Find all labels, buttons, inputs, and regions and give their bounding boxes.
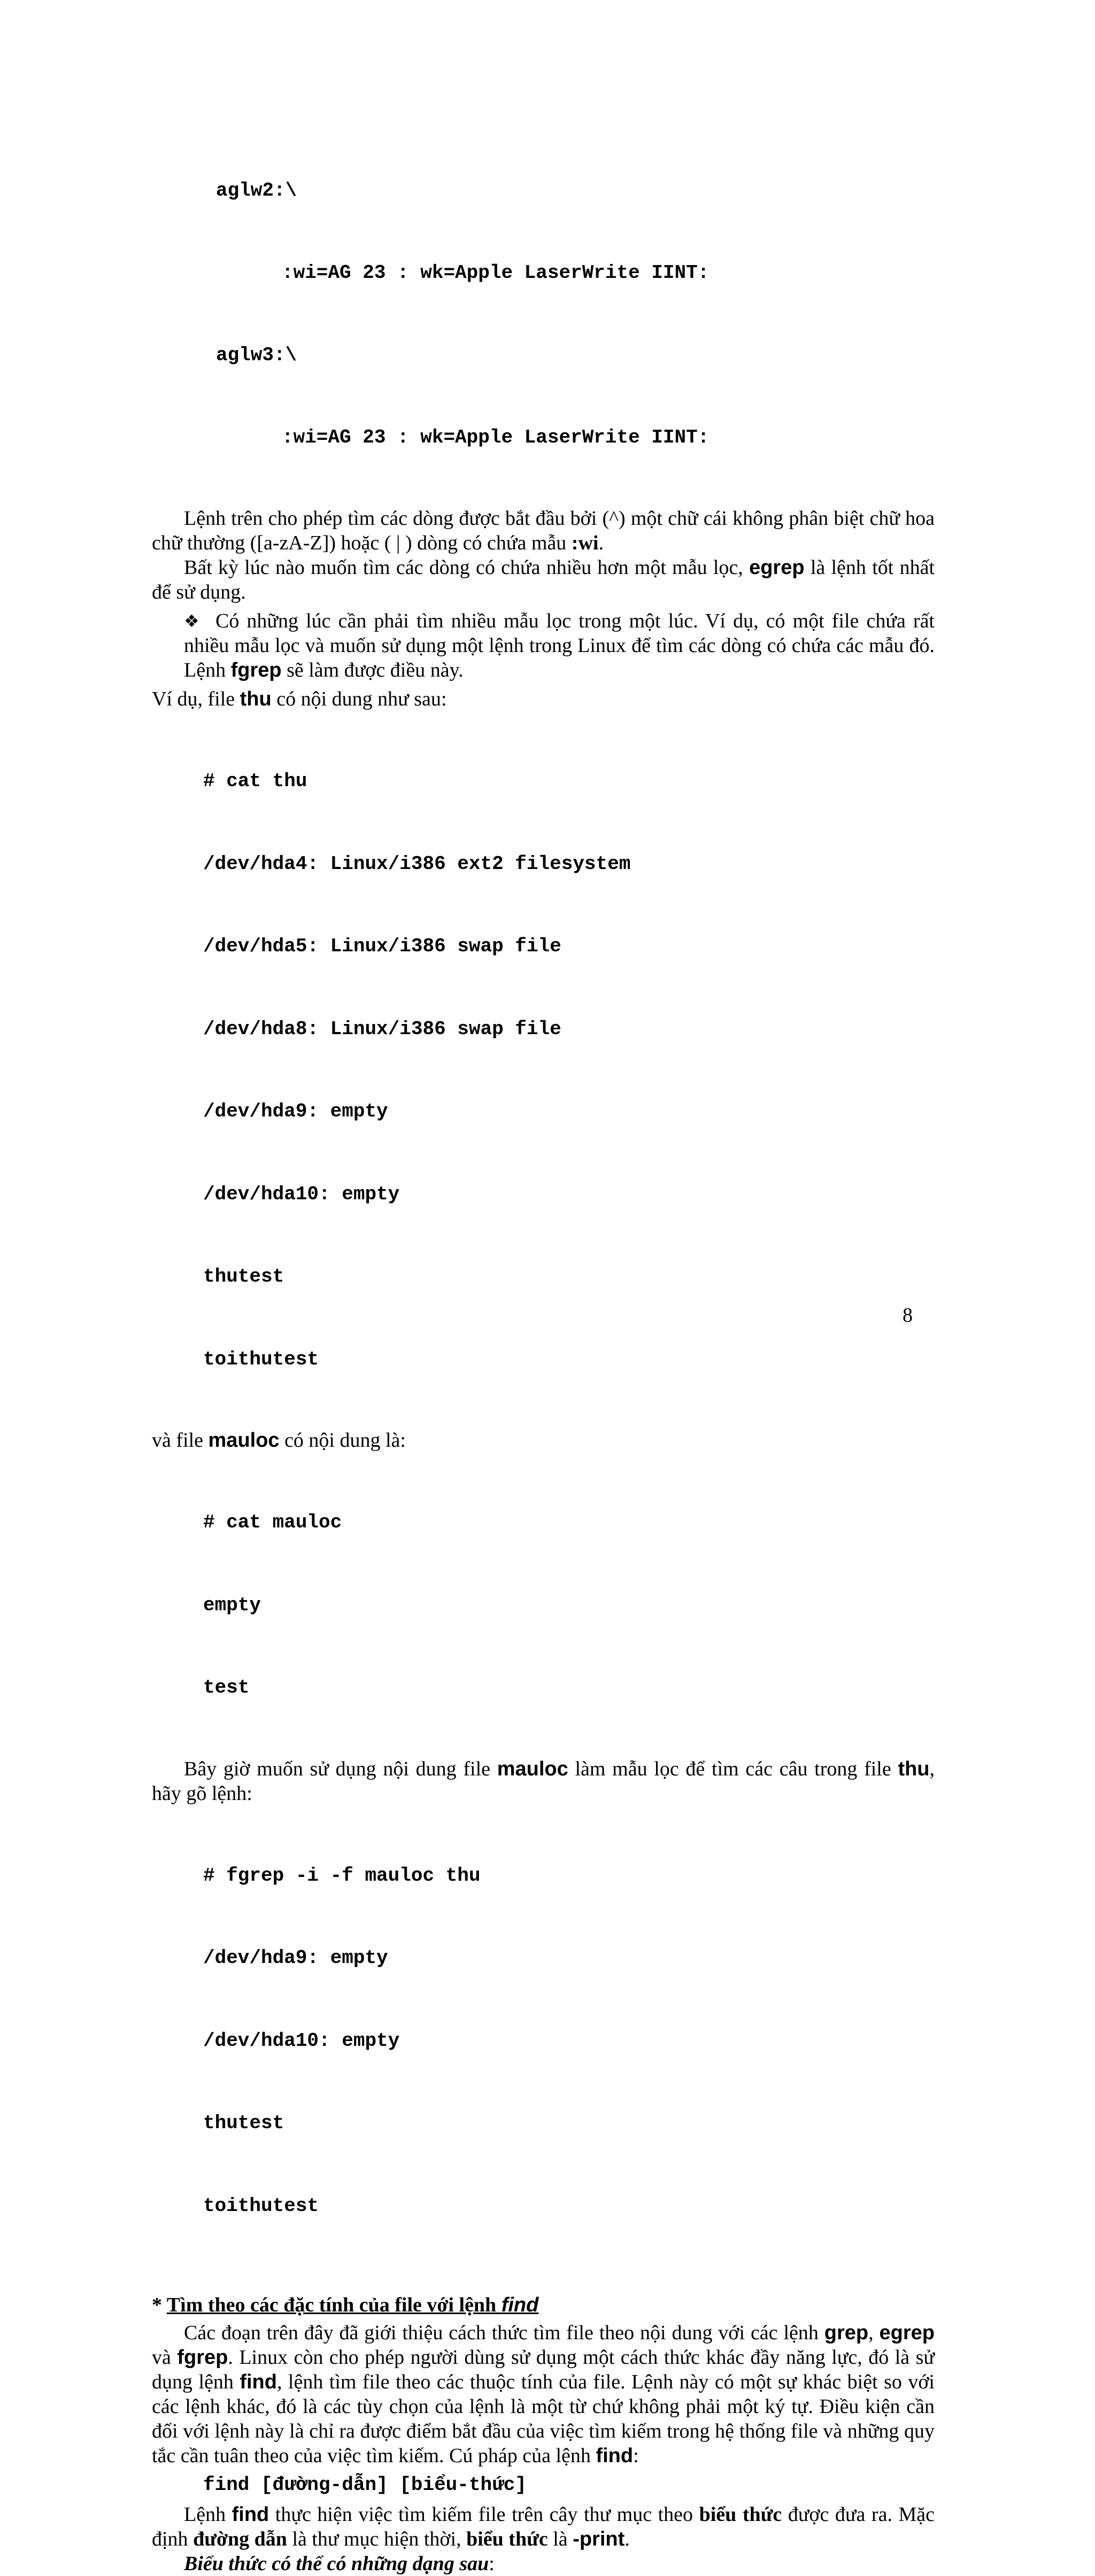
command-find: find: [232, 2503, 269, 2526]
text: là lệnh tốt nhất để sử dụng.: [152, 556, 935, 603]
command-fgrep: fgrep: [177, 2346, 228, 2369]
page-content: [152, 122, 935, 2576]
text: Các đoạn trên đây đã giới thiệu cách thức tìm file theo nội dung với các lệnh: [184, 2322, 824, 2344]
paragraph-find-intro: [152, 2321, 935, 2468]
text: có nội dung như sau:: [271, 688, 447, 710]
paragraph-mauloc-intro: [152, 1428, 935, 1453]
code-line: empty: [203, 1594, 261, 1616]
paragraph-example-thu: [152, 687, 935, 711]
pattern-bold: :wi: [571, 532, 599, 554]
code-line: thutest: [203, 2112, 284, 2134]
command-egrep: egrep: [879, 2322, 935, 2344]
bullet-paragraph-fgrep: [152, 609, 935, 682]
text: và file: [152, 1429, 209, 1452]
command-egrep: egrep: [749, 556, 805, 579]
code-line: /dev/hda9: empty: [203, 1100, 388, 1122]
bullet-text: [184, 609, 935, 682]
code-line: :wi=AG 23 : wk=Apple LaserWrite IINT:: [282, 262, 710, 284]
filename-thu: thu: [898, 1757, 930, 1780]
text: là thư mục hiện thời,: [287, 2527, 467, 2550]
code-line: /dev/hda9: empty: [203, 1947, 388, 1969]
text: Ví dụ, file: [152, 688, 240, 710]
code-line: :wi=AG 23 : wk=Apple LaserWrite IINT:: [282, 426, 710, 448]
command-grep: grep: [824, 2322, 869, 2344]
filename-mauloc: mauloc: [497, 1757, 568, 1780]
page-number: 8: [903, 1304, 913, 1326]
text: .: [598, 532, 604, 554]
bullet-diamond-icon: ❖: [184, 611, 199, 631]
text: :: [633, 2445, 639, 2467]
code-line: /dev/hda5: Linux/i386 swap file: [203, 935, 561, 957]
text: Có những lúc cần phải tìm nhiều mẫu lọc trong một lúc. Ví dụ, có một file chứa rất nhiều mẫu lọc và muốn sử dụng một lệnh trong Linux để tìm các dòng có chứa các mẫu đó. Lệnh: [184, 610, 935, 681]
term-duong-dan: đường dẫn: [193, 2527, 287, 2550]
code-line: /dev/hda8: Linux/i386 swap file: [203, 1018, 561, 1040]
text: là: [548, 2527, 573, 2550]
paragraph-find-default: [152, 2502, 935, 2551]
find-syntax: find [đường-dẫn] [biểu-thức]: [203, 2474, 527, 2496]
term-bieu-thuc: biểu thức: [466, 2527, 548, 2550]
text: , lệnh tìm file theo các thuộc tính của file. Lệnh này có một sự khác biệt so với các lệnh khác, đó là các tùy chọn của lệnh là một từ chứ không phải một ký tự. Điều kiện cần đối với lệnh này là chỉ ra được điểm bắt đầu của việc tìm kiếm trong hệ thống file và những quy tắc cần tuân theo của việc tìm kiếm. Cú pháp của lệnh: [152, 2371, 935, 2467]
code-line: /dev/hda4: Linux/i386 ext2 filesystem: [203, 852, 631, 875]
paragraph-expression-forms: [152, 2551, 935, 2576]
paragraph-egrep-best: [152, 555, 935, 604]
text-bold-italic: Biểu thức có thể có những dạng sau: [184, 2552, 489, 2575]
command-find: find: [596, 2445, 634, 2467]
command-fgrep: fgrep: [230, 659, 282, 681]
code-block-cat-thu: [152, 712, 935, 1428]
code-block-fgrep-run: [152, 1807, 935, 2275]
text: Lệnh trên cho phép tìm các dòng được bắt đầu bởi (^) một chữ cái không phân biệt chữ hoa chữ thường ([a-zA-Z]) hoặc ( | ) dòng có chứa mẫu: [152, 507, 935, 554]
section-heading-find: [152, 2293, 935, 2317]
code-block-printcap: [152, 122, 935, 506]
text: sẽ làm được điều này.: [281, 659, 464, 681]
command-find: find: [240, 2371, 277, 2393]
text: làm mẫu lọc để tìm các câu trong file: [568, 1757, 898, 1780]
code-line: /dev/hda10: empty: [203, 2029, 400, 2052]
text: .: [624, 2527, 630, 2550]
code-line: # cat mauloc: [203, 1511, 342, 1533]
heading-underlined: [167, 2294, 539, 2316]
text: và: [152, 2346, 178, 2369]
code-line: # fgrep -i -f mauloc thu: [203, 1864, 481, 1887]
code-line: test: [203, 1677, 250, 1698]
text: được đưa ra. Mặc định: [152, 2503, 935, 2550]
text: có nội dung là:: [279, 1429, 406, 1452]
code-line: # cat thu: [203, 770, 307, 792]
text: :: [489, 2552, 495, 2575]
option-print: -print: [573, 2527, 625, 2550]
text: ,: [868, 2322, 880, 2344]
text: . Linux còn cho phép người dùng sử dụng một cách thức khác đầy năng lực, đó là sử dụng lệnh: [152, 2346, 935, 2393]
text: Bất kỳ lúc nào muốn tìm các dòng có chứa nhiều hơn một mẫu lọc,: [184, 556, 750, 579]
text: Lệnh: [184, 2503, 232, 2526]
code-line: /dev/hda10: empty: [203, 1183, 400, 1205]
paragraph-use-mauloc: [152, 1757, 935, 1806]
heading-command-find: find: [501, 2294, 539, 2316]
text: Bây giờ muốn sử dụng nội dung file: [184, 1757, 497, 1780]
heading-star: *: [152, 2294, 167, 2316]
term-bieu-thuc: biểu thức: [699, 2503, 782, 2526]
code-block-cat-mauloc: [152, 1454, 935, 1757]
code-line: aglw3:\: [216, 344, 297, 366]
text: thực hiện việc tìm kiếm file trên cây thư mục theo: [269, 2503, 699, 2526]
text: , hãy gõ lệnh:: [152, 1757, 935, 1805]
code-line: toithutest: [203, 1348, 319, 1370]
filename-thu: thu: [240, 688, 272, 710]
heading-text: Tìm theo các đặc tính của file với lệnh: [166, 2294, 502, 2316]
filename-mauloc: mauloc: [208, 1429, 280, 1452]
code-line: thutest: [203, 1266, 284, 1287]
paragraph-egrep-explanation: [152, 506, 935, 555]
code-line: aglw2:\: [216, 180, 297, 201]
code-line: toithutest: [203, 2194, 319, 2217]
